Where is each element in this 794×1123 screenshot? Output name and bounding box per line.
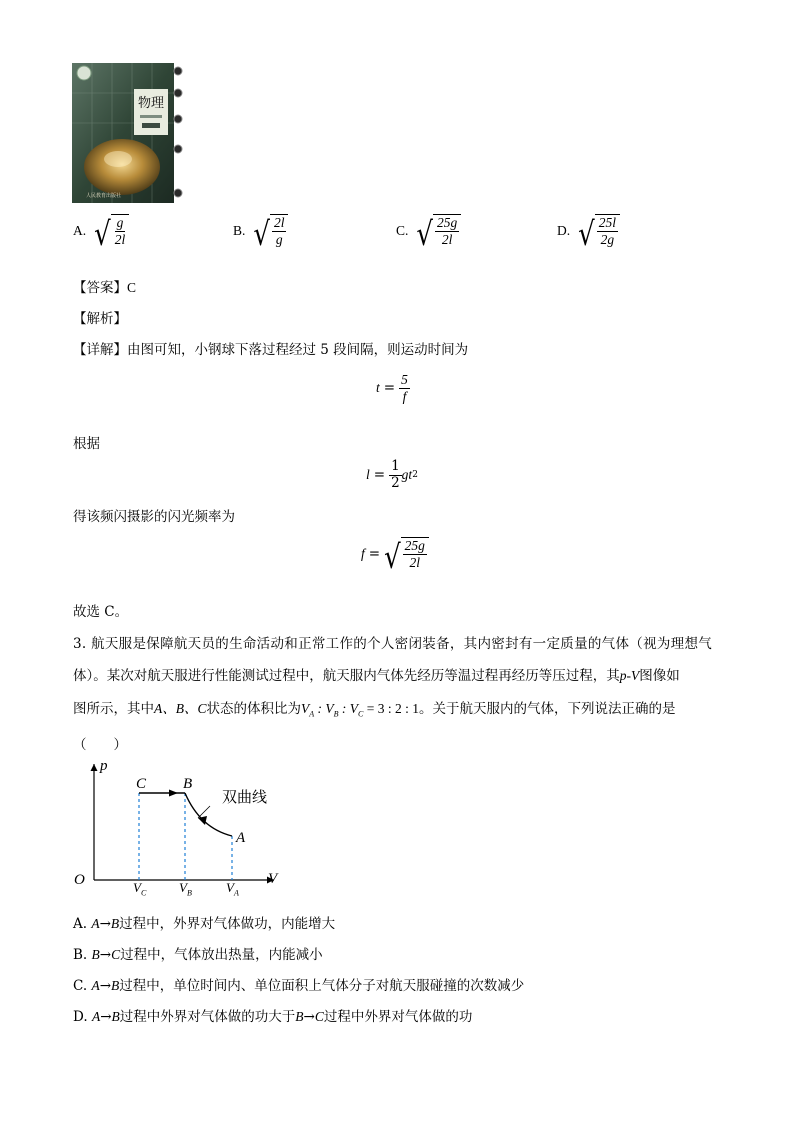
- answer-line: [73, 276, 136, 296]
- detail-line: [73, 338, 468, 358]
- q3-text: 。关于航天服内的气体，下列说法正确的是: [419, 701, 676, 717]
- q3-text: 图所示，其中: [73, 701, 154, 717]
- state-to: C: [314, 1009, 324, 1024]
- q3-states: A、B、C: [154, 701, 207, 716]
- axis-v-label: V: [268, 871, 278, 887]
- state-to: B: [110, 916, 120, 931]
- answer-tag: 【答案】: [73, 280, 127, 296]
- q3-text: 体）。某次对航天服进行性能测试过程中，航天服内气体先经历等温过程再经历等压过程，其: [73, 668, 620, 684]
- choice-label: D.: [73, 1009, 88, 1025]
- denominator: 2l: [409, 554, 421, 570]
- curve-pointer: [198, 806, 210, 818]
- state-to: C: [111, 947, 121, 962]
- ab-arrow-icon: [198, 816, 207, 825]
- eq-lhs: l: [366, 467, 370, 483]
- state-to: B: [111, 978, 120, 993]
- choice-text: 过程中，单位时间内、单位面积上气体分子对航天服碰撞的次数减少: [119, 978, 525, 994]
- tick-vc: $V_C$: [133, 880, 147, 898]
- numerator: 1: [391, 458, 400, 474]
- numerator: 5: [401, 372, 408, 387]
- eq-lhs: t: [376, 380, 380, 396]
- equation-distance: l = $\frac{1}{2}$ gt 2: [366, 458, 418, 491]
- sqrt-expression: √ $\frac{2l}{g}$: [253, 214, 288, 247]
- choice-a[interactable]: A. A→B过程中，外界对气体做功，内能增大: [73, 916, 336, 932]
- axis-p-label: p: [100, 758, 108, 774]
- svg-text:人民教育出版社: 人民教育出版社: [86, 193, 122, 199]
- choose-text: 故选 C。: [73, 604, 129, 620]
- choice-text: 过程中，气体放出热量，内能减小: [120, 947, 323, 963]
- textbook-cover-image: [72, 63, 184, 203]
- choice-b[interactable]: B. B→C过程中，气体放出热量，内能减小: [73, 947, 323, 963]
- q3-pv: p-V: [619, 668, 640, 683]
- numerator: g: [116, 215, 124, 230]
- numerator: 2l: [273, 215, 285, 230]
- choice-text: 过程中外界对气体做的功大于: [119, 1009, 296, 1025]
- numerator: 25g: [404, 538, 425, 553]
- q3-ratio: $V_A$ : $V_B$ : $V_C = 3$ : 2 : 1: [301, 701, 419, 719]
- detail-text: 由图可知，小钢球下落过程经过 5 段间隔，则运动时间为: [127, 342, 469, 358]
- sqrt-expression: √ $\frac{25g}{2l}$: [416, 214, 461, 247]
- option-b[interactable]: [233, 214, 288, 254]
- option-d[interactable]: [557, 214, 620, 254]
- curve-label: 双曲线: [222, 788, 268, 806]
- bc-arrow-icon: [169, 790, 178, 797]
- denominator: 2g: [600, 231, 615, 247]
- choice-label: A.: [73, 916, 88, 932]
- sqrt-expression: √ $\frac{g}{2l}$: [94, 214, 129, 247]
- denominator: f: [402, 388, 407, 404]
- choice-text: 过程中外界对气体做的功: [323, 1009, 473, 1025]
- option-c[interactable]: [396, 214, 461, 254]
- q3-text: 图像如: [639, 668, 680, 684]
- tick-vb: $V_B$: [179, 880, 192, 898]
- equation-frequency: f = √ $\frac{25g}{2l}$: [361, 537, 429, 570]
- choice-d[interactable]: D. A→B过程中外界对气体做的功大于B→C过程中外界对气体做的功: [73, 1009, 473, 1025]
- state-from: A: [91, 978, 100, 993]
- denominator: 2: [391, 474, 400, 491]
- point-a-label: A: [236, 830, 246, 846]
- origin-label: O: [74, 872, 85, 888]
- state-from: A: [91, 916, 100, 931]
- choice-c[interactable]: C. A→B过程中，单位时间内、单位面积上气体分子对航天服碰撞的次数减少: [73, 978, 525, 994]
- eq-exponent: 2: [412, 470, 418, 481]
- state-from: B: [91, 947, 100, 962]
- according-text: 根据: [73, 436, 100, 452]
- tick-va: $V_A$: [226, 880, 239, 898]
- state-from: B: [295, 1009, 304, 1024]
- option-label: C.: [396, 222, 409, 238]
- choice-label: C.: [73, 978, 88, 994]
- equation-time: t = $\frac{5}{f}$: [376, 372, 408, 404]
- choice-text: 过程中，外界对气体做功，内能增大: [119, 916, 336, 932]
- option-label: B.: [233, 222, 246, 238]
- numerator: 25g: [436, 215, 458, 230]
- choice-label: B.: [73, 947, 88, 963]
- eq-lhs: f: [361, 545, 365, 561]
- sqrt-expression: √ $\frac{25l}{2g}$: [578, 214, 620, 247]
- analysis-tag: 【解析】: [73, 311, 127, 327]
- answer-value: C: [127, 280, 137, 295]
- frequency-text: 得该频闪摄影的闪光频率为: [73, 509, 235, 525]
- state-to: B: [111, 1009, 120, 1024]
- point-b-label: B: [183, 776, 193, 792]
- denominator: g: [275, 231, 283, 247]
- q3-paren: （ ）: [73, 737, 127, 753]
- option-label: A.: [73, 222, 87, 238]
- denominator: 2l: [441, 231, 453, 247]
- q3-text: 状态的体积比为: [206, 701, 301, 717]
- pv-graph: [70, 758, 290, 898]
- numerator: 25l: [598, 215, 616, 230]
- detail-tag: 【详解】: [73, 342, 127, 358]
- point-c-label: C: [136, 776, 147, 792]
- book-title: 物理: [137, 96, 165, 111]
- option-label: D.: [557, 222, 571, 238]
- q3-line2: [73, 664, 680, 684]
- option-a[interactable]: [73, 214, 129, 254]
- q3-line3: [73, 697, 676, 719]
- state-from: A: [91, 1009, 101, 1024]
- eq-term: gt: [401, 467, 413, 483]
- denominator: 2l: [114, 231, 126, 247]
- q3-line1: 3. 航天服是保障航天员的生命活动和正常工作的个人密闭装备，其内密封有一定质量的气体（视为理想气: [73, 636, 713, 652]
